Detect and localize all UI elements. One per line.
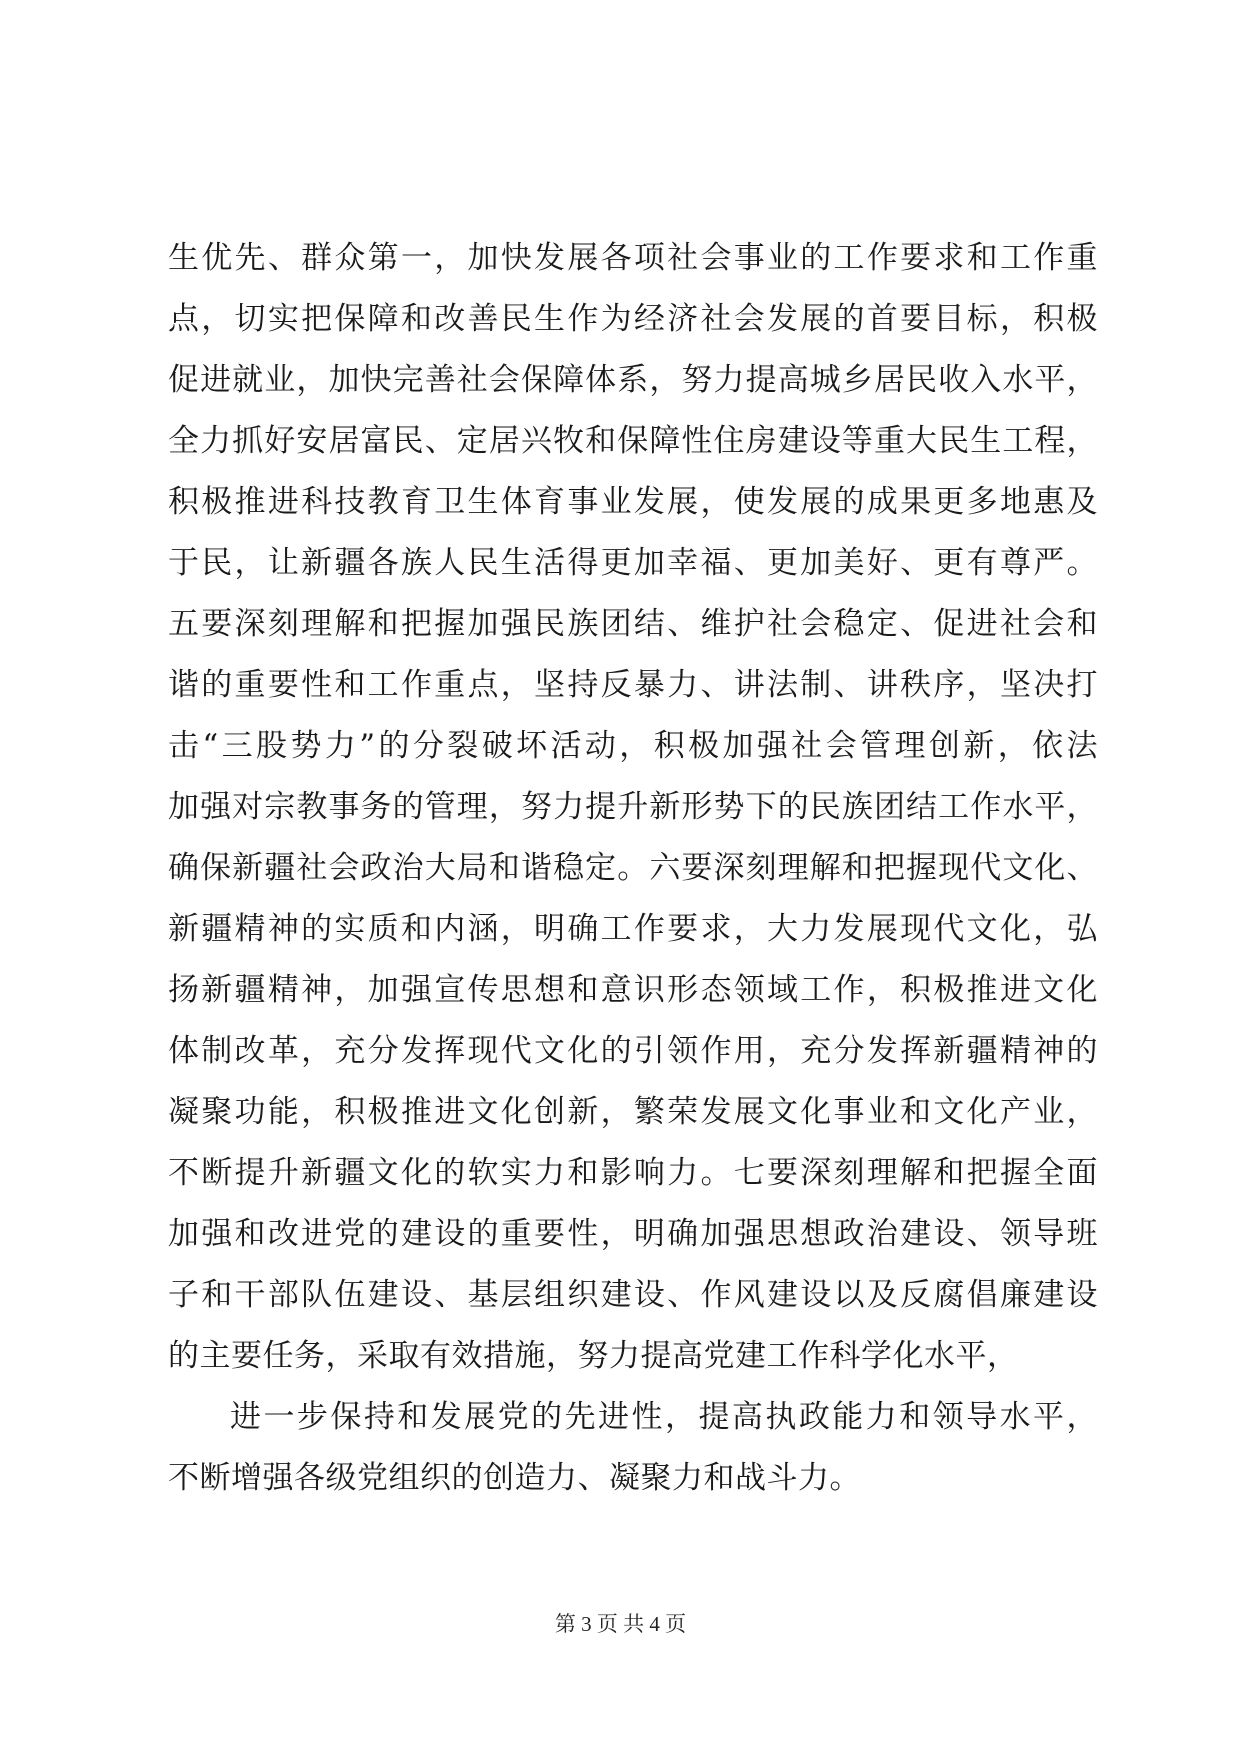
text-line: 全力抓好安居富民、定居兴牧和保障性住房建设等重大民生工程， <box>168 423 1098 459</box>
text-line: 生优先、群众第一，加快发展各项社会事业的工作要求和工作重 <box>168 240 1098 276</box>
text-line: 的主要任务，采取有效措施，努力提高党建工作科学化水平， <box>168 1338 1019 1374</box>
text-line: 新疆精神的实质和内涵，明确工作要求，大力发展现代文化，弘 <box>168 911 1098 947</box>
text-line: 击“三股势力”的分裂破坏活动，积极加强社会管理创新，依法 <box>168 728 1098 764</box>
page-number-label: 第 3 页 共 4 页 <box>554 1612 687 1636</box>
text-line: 于民，让新疆各族人民生活得更加幸福、更加美好、更有尊严。 <box>168 545 1098 581</box>
text-line: 确保新疆社会政治大局和谐稳定。六要深刻理解和把握现代文化、 <box>168 850 1098 886</box>
document-body <box>168 228 1098 1509</box>
text-line: 不断提升新疆文化的软实力和影响力。七要深刻理解和把握全面 <box>168 1155 1098 1191</box>
text-line: 扬新疆精神，加强宣传思想和意识形态领域工作，积极推进文化 <box>168 972 1098 1008</box>
text-line: 谐的重要性和工作重点，坚持反暴力、讲法制、讲秩序，坚决打 <box>168 667 1098 703</box>
text-line: 积极推进科技教育卫生体育事业发展，使发展的成果更多地惠及 <box>168 484 1098 520</box>
paragraph <box>168 228 1098 1387</box>
text-line: 进一步保持和发展党的先进性，提高执政能力和领导水平， <box>230 1399 1098 1435</box>
text-line: 加强对宗教事务的管理，努力提升新形势下的民族团结工作水平， <box>168 789 1098 825</box>
text-line: 点，切实把保障和改善民生作为经济社会发展的首要目标，积极 <box>168 301 1098 337</box>
text-line: 体制改革，充分发挥现代文化的引领作用，充分发挥新疆精神的 <box>168 1033 1098 1069</box>
paragraph <box>168 1387 1098 1509</box>
text-line: 加强和改进党的建设的重要性，明确加强思想政治建设、领导班 <box>168 1216 1098 1252</box>
text-line: 五要深刻理解和把握加强民族团结、维护社会稳定、促进社会和 <box>168 606 1098 642</box>
text-line: 子和干部队伍建设、基层组织建设、作风建设以及反腐倡廉建设 <box>168 1277 1098 1313</box>
text-line: 不断增强各级党组织的创造力、凝聚力和战斗力。 <box>168 1460 861 1496</box>
text-line: 凝聚功能，积极推进文化创新，繁荣发展文化事业和文化产业， <box>168 1094 1098 1130</box>
page-footer <box>0 1608 1241 1638</box>
text-line: 促进就业，加快完善社会保障体系，努力提高城乡居民收入水平， <box>168 362 1098 398</box>
